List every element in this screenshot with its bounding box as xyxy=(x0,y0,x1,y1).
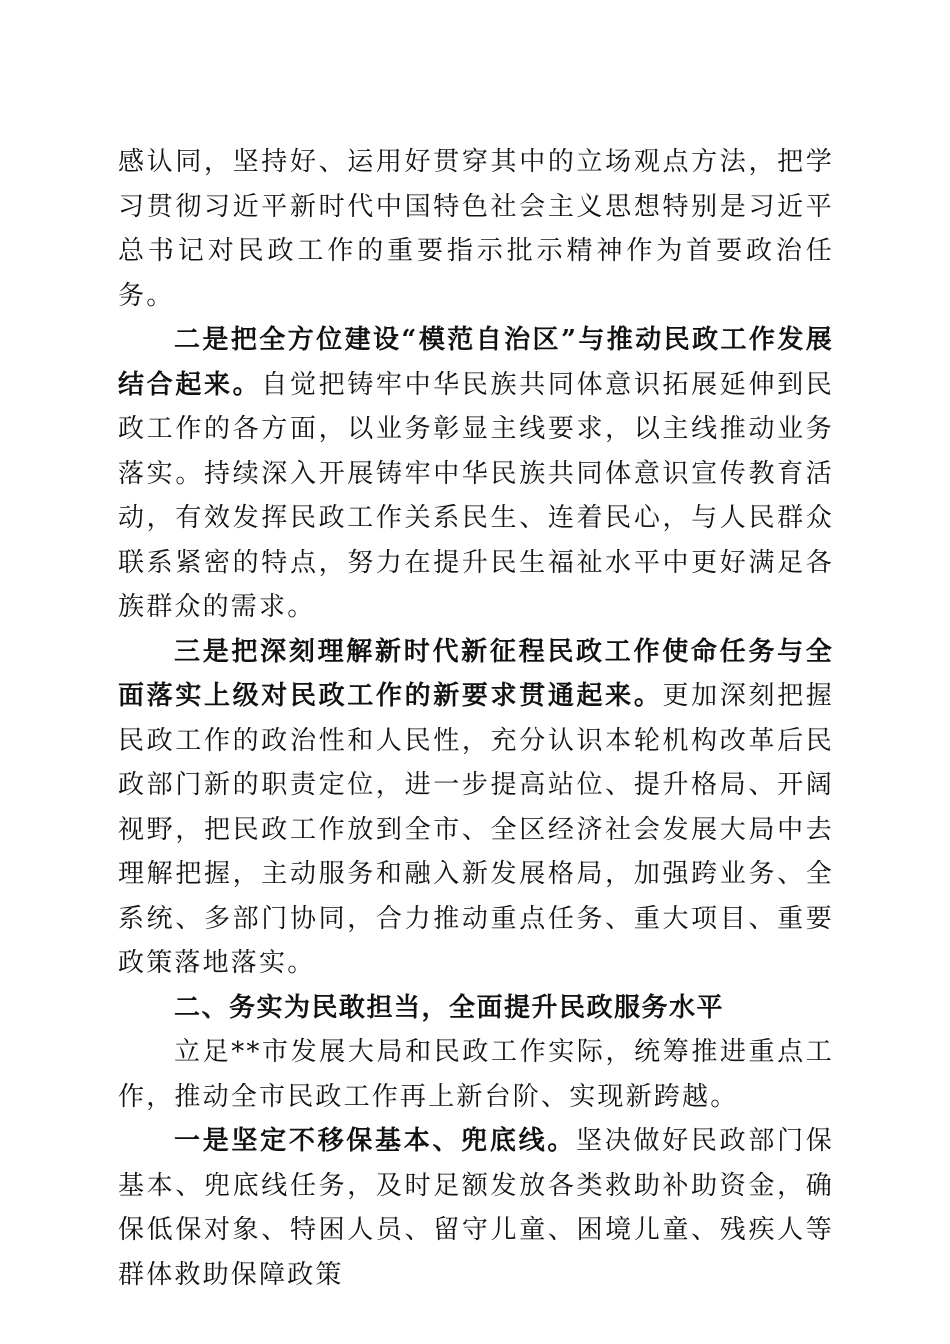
paragraph-text: 自觉把铸牢中华民族共同体意识拓展延伸到民政工作的各方面，以业务彰显主线要求，以主线推动业务落实。持续深入开展铸牢中华民族共同体意识宣传教育活动，有效发挥民政工作关系民生、连着民心，与人民群众联系紧密的特点，努力在提升民生福祉水平中更好满足各族群众的需求。 xyxy=(118,369,834,622)
paragraph-continuation xyxy=(118,140,834,318)
paragraph-point-three xyxy=(118,630,834,986)
paragraph-text: 感认同，坚持好、运用好贯穿其中的立场观点方法，把学习贯彻习近平新时代中国特色社会主义思想特别是习近平总书记对民政工作的重要指示批示精神作为首要政治任务。 xyxy=(118,147,834,311)
paragraph-point-one xyxy=(118,1119,834,1297)
paragraph-lead: 二是把全方位建设“模范自治区”与推动民政工作发展结合起来。 xyxy=(118,325,834,400)
paragraph-text: 立足**市发展大局和民政工作实际，统筹推进重点工作，推动全市民政工作再上新台阶、实现新跨越。 xyxy=(118,1037,834,1112)
paragraph-lead: 一是坚定不移保基本、兜底线。 xyxy=(174,1126,577,1156)
paragraph-lead: 三是把深刻理解新时代新征程民政工作使命任务与全面落实上级对民政工作的新要求贯通起来。 xyxy=(118,636,834,711)
paragraph-text: 更加深刻把握民政工作的政治性和人民性，充分认识本轮机构改革后民政部门新的职责定位，进一步提高站位、提升格局、开阔视野，把民政工作放到全市、全区经济社会发展大局中去理解把握，主动服务和融入新发展格局，加强跨业务、全系统、多部门协同，合力推动重点任务、重大项目、重要政策落地落实。 xyxy=(118,681,834,978)
document-body xyxy=(118,140,834,1297)
paragraph-point-two xyxy=(118,318,834,630)
paragraph-section-intro xyxy=(118,1030,834,1119)
paragraph-text: 坚决做好民政部门保基本、兜底线任务，及时足额发放各类救助补助资金，确保低保对象、特困人员、留守儿童、困境儿童、残疾人等群体救助保障政策 xyxy=(118,1126,834,1290)
section-heading: 二、务实为民敢担当，全面提升民政服务水平 xyxy=(174,992,725,1023)
